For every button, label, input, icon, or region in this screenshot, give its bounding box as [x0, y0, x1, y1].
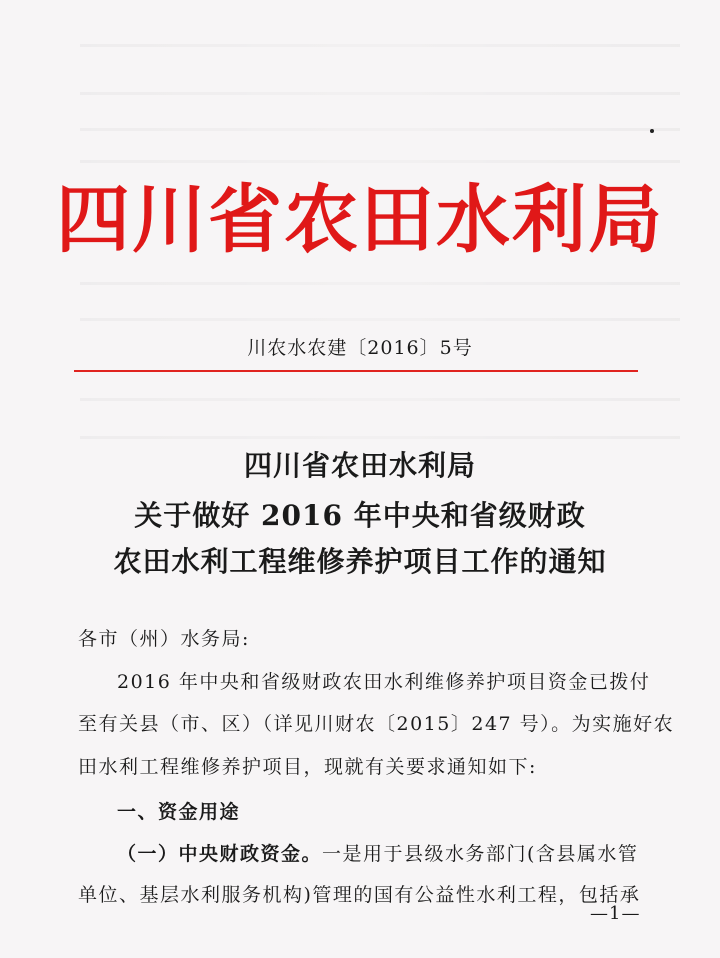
bleed-through-texture [80, 160, 680, 163]
document-number: 川农水农建〔2016〕5号 [247, 337, 473, 359]
red-divider-rule [74, 370, 638, 372]
item-line [117, 839, 697, 866]
bleed-through-texture [80, 44, 680, 47]
bleed-through-texture [80, 398, 680, 401]
title-line-2: 关于做好 2016 年中央和省级财政 [134, 499, 586, 532]
salutation: 各市（州）水务局: [78, 628, 250, 650]
bleed-through-texture [80, 128, 680, 131]
paragraph-line: 单位、基层水利服务机构)管理的国有公益性水利工程，包括承 [78, 884, 641, 906]
bleed-through-texture [80, 282, 680, 285]
paragraph-line: 2016 年中央和省级财政农田水利维修养护项目资金已拨付 [117, 671, 651, 693]
item-label: （一）中央财政资金。 [117, 843, 323, 865]
section-heading: 一、资金用途 [117, 801, 241, 823]
bleed-through-texture [80, 318, 680, 321]
page-number: —1— [590, 903, 641, 924]
title-line-3: 农田水利工程维修养护项目工作的通知 [113, 545, 607, 578]
bleed-through-texture [80, 92, 680, 95]
speck-mark [650, 129, 654, 133]
item-text: 一是用于县级水务部门(含县属水管 [322, 843, 639, 865]
bleed-through-texture [80, 436, 680, 439]
title-line-1: 四川省农田水利局 [243, 449, 476, 482]
agency-header: 四川省农田水利局 [56, 177, 664, 263]
paragraph-line: 田水利工程维修养护项目，现就有关要求通知如下: [78, 756, 537, 778]
paragraph-line: 至有关县（市、区）（详见川财农〔2015〕247 号）。为实施好农 [78, 713, 675, 735]
